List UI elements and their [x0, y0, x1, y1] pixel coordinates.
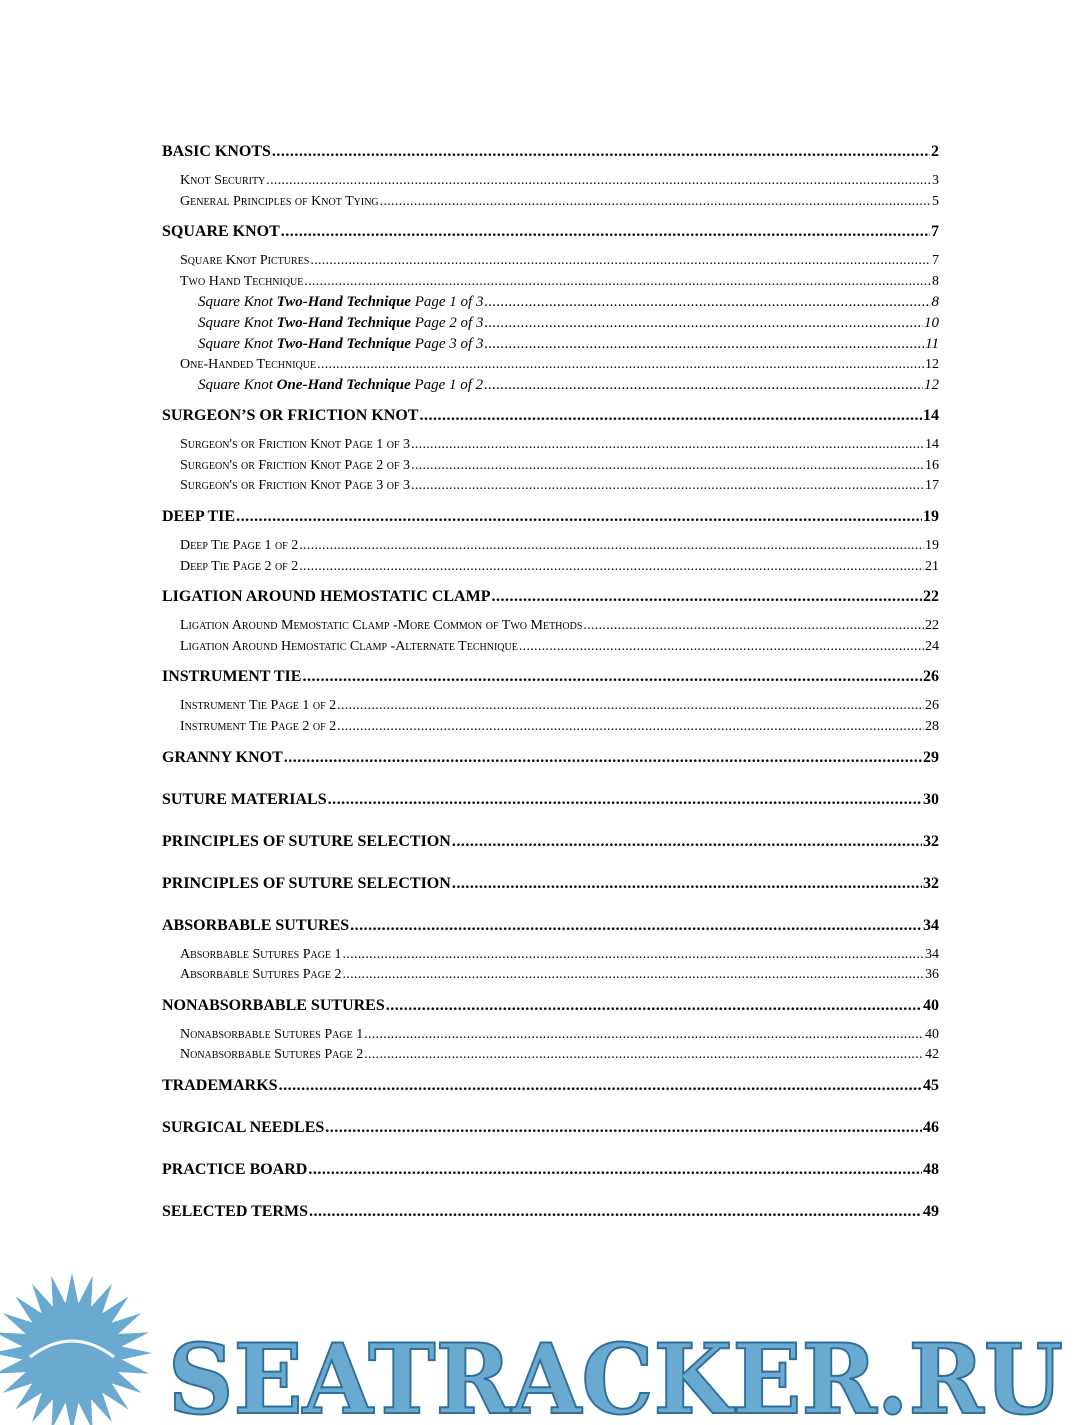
toc-entry-title: DEEP TIE	[162, 507, 236, 525]
table-of-contents	[162, 142, 939, 1231]
toc-subsection-entry[interactable]	[162, 171, 939, 192]
toc-dot-leader	[380, 192, 931, 213]
toc-entry-title: Surgeon's or Friction Knot Page 1 of 3	[180, 437, 411, 453]
toc-section-entry[interactable]	[162, 748, 939, 768]
toc-dot-leader	[304, 272, 931, 293]
toc-page-number: 49	[923, 1202, 939, 1220]
toc-dot-leader	[350, 916, 922, 936]
toc-dot-leader	[583, 616, 924, 637]
toc-subsection-entry[interactable]	[162, 1025, 939, 1046]
toc-section-entry[interactable]	[162, 222, 939, 242]
toc-dot-leader	[337, 717, 924, 738]
toc-subsubsection-entry[interactable]	[162, 313, 939, 334]
toc-dot-leader	[281, 222, 930, 242]
toc-section-entry[interactable]	[162, 1076, 939, 1096]
toc-subsection-entry[interactable]	[162, 1045, 939, 1066]
sunburst-icon	[0, 1273, 152, 1425]
toc-page-number: 16	[925, 457, 939, 473]
toc-entry-title-prefix: Square Knot	[198, 294, 277, 311]
toc-section-entry[interactable]	[162, 1118, 939, 1138]
toc-page-number: 21	[925, 558, 939, 574]
toc-subsection-entry[interactable]	[162, 696, 939, 717]
toc-dot-leader	[419, 406, 922, 426]
toc-dot-leader	[309, 1202, 922, 1222]
toc-page-number: 10	[924, 315, 939, 332]
toc-dot-leader	[308, 1160, 922, 1180]
toc-subsection-entry[interactable]	[162, 717, 939, 738]
toc-page-number: 3	[932, 173, 939, 188]
toc-entry-title: ABSORBABLE SUTURES	[162, 916, 350, 934]
toc-dot-leader	[272, 142, 930, 162]
toc-section-entry[interactable]	[162, 874, 939, 894]
toc-dot-leader	[411, 476, 924, 497]
toc-page-number: 24	[925, 638, 939, 654]
toc-subsection-entry[interactable]	[162, 637, 939, 658]
toc-dot-leader	[337, 696, 924, 717]
toc-dot-leader	[411, 456, 924, 477]
toc-page-number: 42	[925, 1047, 939, 1063]
toc-dot-leader	[325, 1118, 922, 1138]
toc-entry-title: BASIC KNOTS	[162, 143, 271, 160]
toc-dot-leader	[328, 790, 922, 810]
toc-entry-title-emphasis: Two-Hand Technique	[276, 315, 411, 332]
toc-entry-title: Deep Tie Page 2 of 2	[180, 558, 299, 574]
toc-page-number: 32	[923, 832, 939, 850]
toc-dot-leader	[299, 536, 924, 557]
toc-subsection-entry[interactable]	[162, 476, 939, 497]
toc-subsection-entry[interactable]	[162, 965, 939, 986]
toc-section-entry[interactable]	[162, 1202, 939, 1222]
toc-entry-title: Knot Security	[180, 173, 266, 188]
toc-dot-leader	[279, 1076, 922, 1096]
toc-page-number: 40	[923, 996, 939, 1014]
toc-subsection-entry[interactable]	[162, 616, 939, 637]
toc-entry-title-suffix: Page 1 of 3	[410, 294, 484, 311]
toc-page-number: 45	[923, 1076, 939, 1094]
toc-dot-leader	[364, 1045, 924, 1066]
toc-entry-title: Surgeon's or Friction Knot Page 3 of 3	[180, 478, 411, 494]
toc-entry-title	[198, 334, 483, 355]
toc-dot-leader	[411, 435, 924, 456]
toc-page-number: 8	[931, 294, 939, 311]
toc-entry-title-emphasis: One-Hand Technique	[276, 377, 411, 394]
toc-dot-leader	[317, 355, 924, 376]
toc-entry-title: LIGATION AROUND HEMOSTATIC CLAMP	[162, 588, 491, 606]
toc-section-entry[interactable]	[162, 406, 939, 426]
toc-entry-title: Surgeon's or Friction Knot Page 2 of 3	[180, 457, 411, 473]
toc-subsection-entry[interactable]	[162, 456, 939, 477]
toc-entry-title	[198, 313, 483, 334]
toc-page-number: 26	[923, 668, 939, 686]
toc-entry-title: Nonabsorbable Sutures Page 1	[180, 1026, 364, 1042]
toc-section-entry[interactable]	[162, 667, 939, 687]
toc-page-number: 30	[923, 790, 939, 808]
toc-dot-leader	[484, 375, 923, 396]
toc-section-entry[interactable]	[162, 790, 939, 810]
toc-dot-leader	[364, 1025, 924, 1046]
toc-page-number: 29	[923, 748, 939, 766]
toc-dot-leader	[519, 637, 924, 658]
toc-page-number: 8	[932, 273, 939, 289]
toc-section-entry[interactable]	[162, 142, 939, 162]
toc-subsection-entry[interactable]	[162, 557, 939, 578]
toc-entry-title: Nonabsorbable Sutures Page 2	[180, 1047, 364, 1063]
toc-page-number: 7	[931, 223, 939, 241]
toc-entry-title: SUTURE MATERIALS	[162, 790, 327, 808]
toc-section-entry[interactable]	[162, 996, 939, 1016]
toc-entry-title: Two Hand Technique	[180, 273, 304, 289]
toc-dot-leader	[452, 832, 922, 852]
toc-page-number: 22	[925, 618, 939, 634]
toc-dot-leader	[452, 874, 922, 894]
toc-entry-title: PRINCIPLES OF SUTURE SELECTION	[162, 874, 451, 892]
toc-page-number: 28	[925, 718, 939, 734]
toc-dot-leader	[310, 251, 931, 272]
toc-page-number: 12	[925, 356, 939, 372]
toc-entry-title: NONABSORBABLE SUTURES	[162, 996, 385, 1014]
toc-entry-title: INSTRUMENT TIE	[162, 668, 302, 686]
toc-dot-leader	[302, 667, 922, 687]
toc-page-number: 19	[923, 507, 939, 525]
toc-page-number: 2	[931, 143, 939, 160]
toc-page-number: 19	[925, 537, 939, 553]
toc-entry-title: Deep Tie Page 1 of 2	[180, 537, 299, 553]
toc-dot-leader	[484, 334, 924, 355]
seatracker-watermark-logo	[0, 1265, 1080, 1425]
toc-subsubsection-entry[interactable]	[162, 375, 939, 396]
toc-entry-title-suffix: Page 2 of 3	[410, 315, 484, 332]
toc-dot-leader	[343, 965, 924, 986]
toc-subsection-entry[interactable]	[162, 945, 939, 966]
toc-entry-title: Absorbable Sutures Page 2	[180, 967, 342, 983]
toc-subsection-entry[interactable]	[162, 435, 939, 456]
toc-subsection-entry[interactable]	[162, 192, 939, 213]
toc-section-entry[interactable]	[162, 507, 939, 527]
toc-subsubsection-entry[interactable]	[162, 292, 939, 313]
toc-entry-title	[198, 375, 483, 396]
toc-entry-title-suffix: Page 3 of 3	[410, 335, 484, 352]
toc-page-number: 7	[932, 253, 939, 269]
toc-subsection-entry[interactable]	[162, 251, 939, 272]
toc-page-number: 5	[932, 193, 939, 209]
toc-entry-title: Ligation Around Memostatic Clamp -More Common of Two Methods	[180, 618, 583, 634]
toc-section-entry[interactable]	[162, 587, 939, 607]
toc-entry-title: Instrument Tie Page 2 of 2	[180, 718, 337, 734]
toc-section-entry[interactable]	[162, 832, 939, 852]
toc-entry-title-emphasis: Two-Hand Technique	[276, 294, 411, 311]
toc-subsection-entry[interactable]	[162, 355, 939, 376]
toc-page-number: 34	[923, 916, 939, 934]
toc-entry-title-prefix: Square Knot	[198, 377, 277, 394]
toc-dot-leader	[491, 587, 922, 607]
toc-page-number: 26	[925, 698, 939, 714]
toc-entry-title	[198, 292, 483, 313]
toc-page-number: 14	[923, 407, 939, 425]
toc-entry-title: SELECTED TERMS	[162, 1202, 308, 1220]
toc-subsubsection-entry[interactable]	[162, 334, 939, 355]
watermark-text: SEATRACKER.RU	[168, 1323, 1063, 1425]
toc-dot-leader	[484, 292, 930, 313]
toc-entry-title: PRINCIPLES OF SUTURE SELECTION	[162, 832, 451, 850]
toc-subsection-entry[interactable]	[162, 536, 939, 557]
toc-entry-title: PRACTICE BOARD	[162, 1160, 308, 1178]
toc-entry-title: SQUARE KNOT	[162, 223, 280, 241]
toc-dot-leader	[386, 996, 922, 1016]
toc-page-number: 48	[923, 1160, 939, 1178]
toc-page-number: 22	[923, 588, 939, 606]
toc-page-number: 11	[925, 335, 939, 352]
toc-entry-title: Instrument Tie Page 1 of 2	[180, 698, 337, 714]
toc-entry-title-prefix: Square Knot	[198, 335, 277, 352]
toc-section-entry[interactable]	[162, 1160, 939, 1180]
toc-page-number: 46	[923, 1118, 939, 1136]
toc-entry-title-emphasis: Two-Hand Technique	[276, 335, 411, 352]
toc-entry-title: Ligation Around Hemostatic Clamp -Alternate Technique	[180, 638, 518, 654]
toc-dot-leader	[484, 313, 923, 334]
toc-entry-title: Absorbable Sutures Page 1	[180, 946, 342, 962]
toc-entry-title: Square Knot Pictures	[180, 253, 310, 269]
toc-dot-leader	[236, 507, 922, 527]
toc-subsection-entry[interactable]	[162, 272, 939, 293]
toc-entry-title: One-Handed Technique	[180, 356, 317, 372]
toc-dot-leader	[299, 557, 924, 578]
toc-dot-leader	[284, 748, 922, 768]
toc-page-number: 40	[925, 1026, 939, 1042]
toc-entry-title: GRANNY KNOT	[162, 748, 283, 766]
toc-page-number: 12	[924, 377, 939, 394]
toc-entry-title: TRADEMARKS	[162, 1076, 278, 1094]
toc-page-number: 32	[923, 874, 939, 892]
toc-page-number: 34	[925, 946, 939, 962]
toc-page-number: 17	[925, 478, 939, 494]
toc-entry-title-prefix: Square Knot	[198, 315, 277, 332]
toc-entry-title: General Principles of Knot Tying	[180, 193, 379, 209]
toc-dot-leader	[266, 171, 931, 192]
toc-dot-leader	[343, 945, 924, 966]
toc-page-number: 36	[925, 967, 939, 983]
toc-entry-title: SURGICAL NEEDLES	[162, 1118, 325, 1136]
toc-entry-title: SURGEON’S OR FRICTION KNOT	[162, 407, 419, 425]
toc-entry-title-suffix: Page 1 of 2	[410, 377, 484, 394]
toc-section-entry[interactable]	[162, 916, 939, 936]
toc-page-number: 14	[925, 437, 939, 453]
